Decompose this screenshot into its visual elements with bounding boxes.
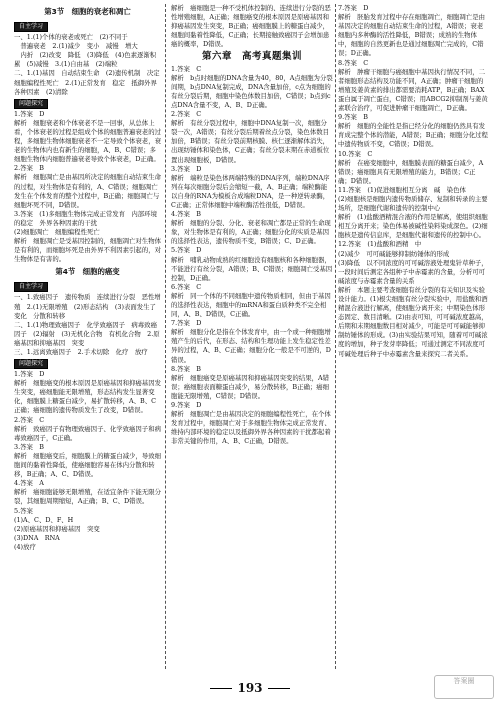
answer-line: 6.答案 C xyxy=(171,282,202,291)
column-divider xyxy=(335,4,336,669)
answer-line: 解析 有丝分裂过程中，细胞中DNA复制一次，细胞分裂一次，A错误；有丝分裂后期着丝点分裂，染色体数目加倍，B错误；有丝分裂前期核膜、核仁逐渐解体消失，出现纺锤体和染色体，C正确；有丝分裂末期在赤道板位置出现细胞板，D错误。 xyxy=(171,119,330,164)
answer-line: 解析 细胞癌变后，细胞膜上的糖蛋白减少，导致细胞间的黏着性降低，使癌细胞容易在体内分散和转移，B正确；A、C、D错误。 xyxy=(14,451,161,479)
answer-line: 解析 同一个体的不同细胞中遗传物质相同，但由于基因的选择性表达，细胞中的mRNA和蛋白质种类不完全相同，A、B、D错误，C正确。 xyxy=(171,291,331,319)
answer-line: 解析 本题主要考查细胞有丝分裂的有关知识及实验设计能力。(1)根尖细胞有丝分裂实验中，用盐酸和酒精混合液进行解离，使细胞分离开来；中期染色体形态固定、数目清晰。(2)由表可知，可可碱浓度越高，后期和末期细胞数目相对减少，可能是可可碱能够抑制纺锤体的形成。(3)由实验结果可知，随着可可碱浓度的增加，种子发芽率降低；可通过测定不同浓度可可碱处理后种子中赤霉素含量来探究二者关系。 xyxy=(338,285,488,358)
answer-line: (2)原癌基因和抑癌基因 突变 xyxy=(14,524,100,533)
answer-line: 9.答案 D xyxy=(171,401,202,410)
answer-line: 5.答案 xyxy=(14,506,33,515)
answer-line: 解析 细胞凋亡是由基因决定的细胞编程性死亡，在个体发育过程中，细胞凋亡对于多细胞生物体完成正常发育、维持内部环境的稳定以及抵御外界各种因素的干扰都起着非常关键的作用，A、B、C正确，D错误。 xyxy=(171,410,331,446)
answer-line: 2.答案 C xyxy=(171,110,202,119)
column-middle xyxy=(171,4,333,447)
answer-line: 3.答案 (1)多细胞生物体完成正常发育 内部环境的稳定 外界各种因素的干扰 xyxy=(14,209,157,227)
answer-line: 三、1.远离致癌因子 2.手术切除 化疗 放疗 xyxy=(14,348,148,356)
answer-line: 8.答案 C xyxy=(338,58,369,67)
answer-line: 解析 细胞的分裂、分化、衰老和凋亡都是正常的生命现象，对生物体是有利的，A正确；细胞分化的实质是基因的选择性表达，遗传物质不变，B错误；C、D正确。 xyxy=(171,219,331,246)
answer-line: 1.答案 D xyxy=(14,370,45,379)
answer-line: 1.答案 C xyxy=(171,64,202,73)
section-tag-row xyxy=(14,357,161,370)
section-title: 第3节 细胞的衰老和凋亡 xyxy=(44,7,131,16)
section-tag: 自主学习 xyxy=(14,282,48,292)
answer-line: 8.答案 B xyxy=(171,364,201,373)
answer-line: 一、1.致癌因子 遗传物质 连续进行分裂 恶性增殖 2.(1)无限增殖 (2)形态结构 (3)表面发生了变化 分散和转移 xyxy=(14,293,161,320)
section-title: 第4节 细胞的癌变 xyxy=(55,267,120,277)
column-left xyxy=(14,4,167,552)
answer-line: 解析 癌细胞是一种不受机体控制的、连续进行分裂的恶性增殖细胞，A正确；细胞癌变的根本原因是原癌基因和抑癌基因发生突变，B正确；癌细胞膜上的糖蛋白减少，细胞间黏着性降低，C正确；长期接触致癌因子会增加患癌的概率，D错误。 xyxy=(171,4,331,49)
answer-line: 9.答案 B xyxy=(338,113,368,122)
answer-line: (1)A、C、D、F、H xyxy=(14,515,74,524)
answer-line: 解析 致癌因子有物理致癌因子、化学致癌因子和病毒致癌因子，C正确。 xyxy=(14,424,161,442)
answer-line: 2.答案 C xyxy=(14,415,45,424)
answer-line: 内折 (2)改变 降低 (3)降低 (4)色素逐渐积累 (5)减慢 3.(1)自由基 (2)端粒 xyxy=(14,51,157,69)
section-tag-row xyxy=(14,97,161,110)
watermark-logo: 答案圈 xyxy=(434,675,494,699)
section-tag: 自主学习 xyxy=(14,22,48,32)
answer-line: 7.答案 D xyxy=(338,4,369,12)
answer-line: 4.答案 A xyxy=(14,479,44,488)
answer-line: 解析 肿瘤干细胞与癌细胞中基因执行情况不同，二者细胞形态结构及功能不同，A正确；肿瘤干细胞的增殖及姜黄素的排出都需要消耗ATP，B正确；BAX蛋白属于凋亡蛋白，C错误；用ABCG2抑制剂与姜黄素联合治疗，可促进肿瘤干细胞凋亡，D正确。 xyxy=(338,67,488,113)
answer-line: 解析 端粒是染色体两端特殊的DNA序列，端粒DNA序列在每次细胞分裂后会缩短一截，A、B正确；端粒酶能以自身的RNA为模板合成端粒DNA，是一种逆转录酶，C正确；正常体细胞中端粒酶活性很低，D错误。 xyxy=(171,173,330,209)
chapter-title: 第六章 高考真题集训 xyxy=(201,51,302,63)
answer-line: 3.答案 D xyxy=(171,164,202,173)
answer-line: (3)DNA RNA xyxy=(14,533,60,542)
answer-line: 解析 哺乳动物成熟的红细胞没有细胞核和各种细胞器，不能进行有丝分裂，A错误；B、C错误；细胞凋亡受基因控制，D正确。 xyxy=(171,255,333,282)
answer-line: 二、1.(1)物理致癌因子 化学致癌因子 病毒致癌因子 (2)辐射 (3)无机化合物 有机化合物 2.原癌基因和抑癌基因 突变 xyxy=(14,320,160,347)
answer-line: 3.答案 B xyxy=(14,442,44,451)
answer-line: 解析 b点时细胞的DNA含量为40，80，A点细胞为分裂间期，b点DNA复制完成，DNA含量加倍，c点为细胞的有丝分裂后期，细胞中染色体数目加倍，C错误；b点到c点DNA含量不变，A、B、D正确。 xyxy=(171,73,333,109)
column-right xyxy=(338,4,488,359)
answer-line: (4)放疗 xyxy=(14,542,36,551)
answer-line: 普遍衰老 2.(1)减少 变小 减慢 增大 xyxy=(14,42,138,51)
answer-line: 一、1.(1)个体的衰老或死亡 (2)不同于 xyxy=(14,33,128,42)
answer-line: 解析 细胞癌变是原癌基因和抑癌基因突变的结果，A错误；癌细胞表面糖蛋白减少，易分散转移，B正确；癌细胞能无限增殖，C错误；D错误。 xyxy=(171,373,330,400)
answer-line: 解析 细胞凋亡是由基因所决定的细胞自动结束生命的过程，对生物体是有利的，A、C错误；细胞凋亡发生在个体发育的整个过程中，B正确；细胞凋亡与细胞坏死不同，D错误。 xyxy=(14,173,161,209)
answer-line: 解析 细胞的全能性是指已经分化的细胞仍然具有发育成完整个体的潜能，A错误；B正确；细胞分化过程中遗传物质不变，C错误；D错误。 xyxy=(338,122,488,149)
answer-line: (2)细胞核是细胞内遗传物质储存、复制和转录的主要场所，是细胞代谢和遗传的控制中心 xyxy=(338,194,488,213)
answer-line: 5.答案 D xyxy=(171,246,202,255)
section-tag: 问题探究 xyxy=(14,99,48,109)
answer-line: 7.答案 D xyxy=(171,319,202,328)
answer-line: (2)细胞凋亡 细胞编程性死亡 xyxy=(14,227,100,236)
answer-line: 解析 胚胎发育过程中存在细胞凋亡，细胞凋亡是由基因决定的细胞自动结束生命的过程，A错误；衰老细胞内多种酶的活性降低，B错误；成熟的生物体中，细胞的自然更新也是通过细胞凋亡完成的，C错误；D正确。 xyxy=(338,13,485,58)
answer-line: 2.答案 B xyxy=(14,164,44,173)
section-tag-row xyxy=(14,280,161,293)
answer-line: 解析 细胞癌变的根本原因是原癌基因和抑癌基因发生突变，癌细胞能无限增殖，形态结构发生显著变化，细胞膜上糖蛋白减少，易扩散转移，A、B、C正确；癌细胞的遗传物质发生了改变，D错误。 xyxy=(14,379,161,415)
section-tag: 问题探究 xyxy=(14,359,48,369)
answer-line: 解析 细胞凋亡是受基因控制的，细胞凋亡对生物体是有利的，而细胞坏死是由外界不利因素引起的，对生物体是有害的。 xyxy=(14,237,161,264)
answer-line: 11.答案 (1)促进细胞相互分离 碱 染色体 xyxy=(338,185,466,194)
page-number: 193 xyxy=(0,681,500,695)
section-tag-row xyxy=(14,20,161,33)
column-divider xyxy=(165,4,166,669)
answer-line: 1.答案 D xyxy=(14,109,45,118)
answer-line: (2)减少 可可碱能够抑制纺锤体的形成 xyxy=(338,249,450,258)
answer-line: 解析 细胞衰老和个体衰老不是一回事，从总体上看，个体衰老的过程是组成个体的细胞普遍衰老的过程，多细胞生物体细胞衰老不一定导致个体衰老，衰老的生物体内也有新生的细胞，A、B、C错误；多细胞生物体内细胞普遍衰老导致个体衰老，D正确。 xyxy=(14,118,161,164)
answer-line: 10.答案 C xyxy=(338,149,373,158)
answer-line: 4.答案 B xyxy=(171,210,201,219)
answer-line: 解析 癌细胞能够无限增殖，在适宜条件下能无限分裂，其细胞周期缩短，A正确；B、C、D错误。 xyxy=(14,488,161,506)
answer-line: 解析 (1)盐酸酒精混合液的作用是解离，使组织细胞相互分离开来；染色体易被碱性染料染成深色。(2)细胞核是遗传信息库，是细胞代谢和遗传的控制中心。 xyxy=(338,213,488,240)
answer-line: 二、1.(1)基因 自动结束生命 (2)遗传机制 决定 细胞编程性死亡 2.(1)正常发育 稳定 抵御外界各种因素 (2)清除 xyxy=(14,69,167,96)
answer-line: (3)降低 以不同浓度的可可碱溶液处理鬼针草种子，一段时间后测定各组种子中赤霉素的含量，分析可可碱浓度与赤霉素含量的关系 xyxy=(338,258,488,285)
answer-line: 解析 在癌变细胞中，细胞膜表面的糖蛋白减少，A错误；癌细胞具有无限增殖的能力，B错误；C正确；D错误。 xyxy=(338,158,484,185)
answer-line: 12.答案 (1)盐酸和酒精 中 xyxy=(338,240,422,249)
answer-line: 解析 细胞分化是指在个体发育中，由一个或一种细胞增殖产生的后代，在形态、结构和生理功能上发生稳定性差异的过程，A、B、C正确；细胞分化一般是不可逆的，D错误。 xyxy=(171,328,331,364)
